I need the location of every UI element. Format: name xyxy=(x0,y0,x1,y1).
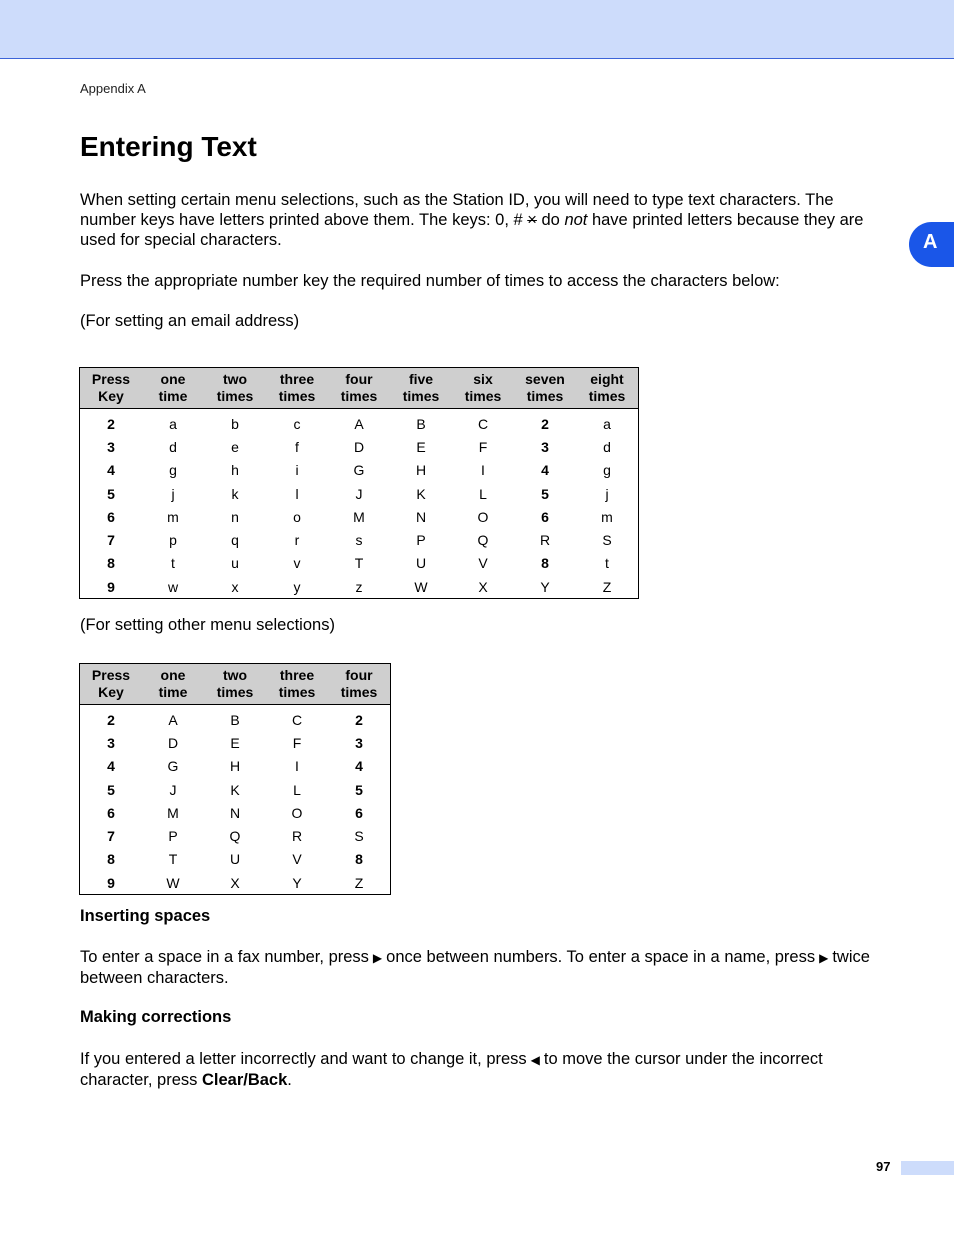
column-header-line: three xyxy=(279,667,315,683)
table-cell: L xyxy=(479,485,487,502)
table-cell: 8 xyxy=(107,851,115,868)
table-cell: j xyxy=(605,485,609,502)
table-cell: m xyxy=(601,508,613,525)
intro-paragraph xyxy=(80,190,890,250)
table-cell: 6 xyxy=(107,508,115,525)
table-cell: 3 xyxy=(107,438,115,455)
table-cell: p xyxy=(169,532,177,549)
table-row xyxy=(80,459,639,482)
table-cell: Z xyxy=(602,578,612,595)
intro-emphasis: not xyxy=(564,211,588,229)
table-cell: o xyxy=(293,508,301,525)
column-header-line: four xyxy=(345,667,373,683)
column-header-line: eight xyxy=(590,371,624,387)
corrections-text-1: If you entered a letter incorrectly and want to change it, press xyxy=(80,1050,527,1068)
table-cell: u xyxy=(231,555,239,572)
table-cell: M xyxy=(167,804,179,821)
table-cell: 8 xyxy=(541,555,549,572)
table-cell: c xyxy=(293,415,301,432)
table-cell: f xyxy=(295,438,299,455)
column-header xyxy=(80,368,143,409)
table-cell: X xyxy=(478,578,488,595)
table-cell: 7 xyxy=(107,828,115,845)
table-cell: x xyxy=(231,578,239,595)
inserting-spaces-paragraph xyxy=(80,947,890,988)
table-cell: J xyxy=(355,485,363,502)
column-header-line: Press xyxy=(91,371,131,387)
column-header-line: time xyxy=(158,684,188,700)
column-header xyxy=(328,664,391,705)
table-cell: B xyxy=(230,711,240,728)
column-header xyxy=(390,368,452,409)
table-cell: 5 xyxy=(541,485,549,502)
table-cell: q xyxy=(231,532,239,549)
column-header-line: times xyxy=(216,388,254,404)
table-row xyxy=(80,482,639,505)
table-cell: v xyxy=(293,555,301,572)
table-cell: m xyxy=(167,508,179,525)
column-header-line: two xyxy=(222,667,248,683)
table-cell: D xyxy=(167,734,179,751)
table-cell: y xyxy=(293,578,301,595)
table-cell: 4 xyxy=(107,462,115,479)
table-row xyxy=(80,731,391,754)
table-cell: 3 xyxy=(541,438,549,455)
spaces-text-2: once between numbers. To enter a space in a name, press xyxy=(386,948,816,966)
table-cell: R xyxy=(539,532,551,549)
table-row xyxy=(80,801,391,824)
column-header-line: three xyxy=(279,371,315,387)
table-cell: a xyxy=(169,415,177,432)
column-header-line: times xyxy=(278,388,316,404)
table-cell: 3 xyxy=(355,734,363,751)
table-row xyxy=(80,552,639,575)
table-cell: 4 xyxy=(541,462,549,479)
table-row xyxy=(80,824,391,847)
column-header xyxy=(266,368,328,409)
table-cell: O xyxy=(291,804,303,821)
table-cell: Z xyxy=(354,874,364,891)
table-cell: U xyxy=(229,851,241,868)
table-cell: N xyxy=(229,804,241,821)
column-header-line: times xyxy=(216,684,254,700)
table-cell: M xyxy=(353,508,365,525)
column-header-line: one xyxy=(160,371,186,387)
table-cell: 8 xyxy=(355,851,363,868)
left-triangle-icon: ◀ xyxy=(530,1053,540,1067)
page-header-band xyxy=(0,0,954,59)
table-cell: W xyxy=(414,578,428,595)
table-cell: 8 xyxy=(107,555,115,572)
table-cell: g xyxy=(169,462,177,479)
table-cell: I xyxy=(295,758,299,775)
column-header xyxy=(514,368,576,409)
right-triangle-icon: ▶ xyxy=(819,951,829,965)
column-header xyxy=(142,664,204,705)
struck-key: × xyxy=(527,211,537,229)
table-cell: Y xyxy=(292,874,302,891)
table-cell: 5 xyxy=(107,485,115,502)
table-cell: T xyxy=(354,555,364,572)
column-header-line: time xyxy=(158,388,188,404)
table-row xyxy=(80,575,639,599)
table-cell: F xyxy=(292,734,302,751)
column-header-line: two xyxy=(222,371,248,387)
table-cell: g xyxy=(603,462,611,479)
table-cell: 4 xyxy=(355,758,363,775)
table-cell: k xyxy=(231,485,239,502)
column-header xyxy=(142,368,204,409)
column-header-line: five xyxy=(408,371,434,387)
table-cell: 2 xyxy=(541,415,549,432)
table-cell: S xyxy=(354,828,364,845)
table-cell: l xyxy=(295,485,299,502)
table-cell: j xyxy=(171,485,175,502)
intro-text-2: do xyxy=(536,211,565,229)
spaces-text-1: To enter a space in a fax number, press xyxy=(80,948,369,966)
table-cell: H xyxy=(229,758,241,775)
email-character-table xyxy=(79,367,639,599)
table-cell: V xyxy=(478,555,488,572)
column-header-line: Key xyxy=(98,388,124,404)
table-cell: Y xyxy=(540,578,550,595)
breadcrumb: Appendix A xyxy=(80,81,146,96)
column-header-line: times xyxy=(278,684,316,700)
table-cell: e xyxy=(231,438,239,455)
table-cell: N xyxy=(415,508,427,525)
column-header-line: times xyxy=(340,388,378,404)
column-header-line: six xyxy=(473,371,493,387)
table-row xyxy=(80,705,391,732)
table-cell: d xyxy=(169,438,177,455)
table-cell: 4 xyxy=(107,758,115,775)
table-cell: n xyxy=(231,508,239,525)
column-header-line: one xyxy=(160,667,186,683)
right-triangle-icon: ▶ xyxy=(372,951,383,965)
making-corrections-heading: Making corrections xyxy=(80,1008,232,1026)
menu-character-table xyxy=(79,663,391,895)
table-cell: P xyxy=(168,828,178,845)
table-cell: I xyxy=(481,462,485,479)
table-row xyxy=(80,778,391,801)
press-instruction: Press the appropriate number key the required number of times to access the characters below: xyxy=(80,272,780,290)
table-cell: E xyxy=(230,734,240,751)
column-header-line: times xyxy=(464,388,502,404)
table-cell: w xyxy=(167,578,179,595)
column-header-line: Press xyxy=(91,667,131,683)
table-cell: 6 xyxy=(107,804,115,821)
table-cell: A xyxy=(354,415,364,432)
table-cell: s xyxy=(355,532,363,549)
table-cell: 6 xyxy=(355,804,363,821)
table-cell: K xyxy=(416,485,426,502)
table-cell: B xyxy=(416,415,426,432)
table-cell: E xyxy=(416,438,426,455)
table-cell: 2 xyxy=(107,711,115,728)
column-header xyxy=(328,368,390,409)
table-row xyxy=(80,409,639,436)
page-title: Entering Text xyxy=(80,131,257,162)
table-cell: 2 xyxy=(107,415,115,432)
table-cell: G xyxy=(353,462,365,479)
clear-back-key: Clear/Back xyxy=(201,1071,288,1089)
table-row xyxy=(80,505,639,528)
appendix-side-tab[interactable] xyxy=(909,222,954,267)
column-header-line: times xyxy=(588,388,626,404)
table-cell: t xyxy=(605,555,609,572)
table-row xyxy=(80,848,391,871)
column-header-line: times xyxy=(340,684,378,700)
table-cell: 5 xyxy=(107,781,115,798)
table-cell: A xyxy=(168,711,178,728)
table-row xyxy=(80,528,639,551)
table-cell: 3 xyxy=(107,734,115,751)
email-caption: (For setting an email address) xyxy=(80,312,300,330)
table-cell: V xyxy=(292,851,302,868)
making-corrections-paragraph xyxy=(80,1049,890,1090)
table-cell: U xyxy=(415,555,427,572)
table-cell: 7 xyxy=(107,532,115,549)
table-cell: a xyxy=(603,415,611,432)
table-cell: D xyxy=(353,438,365,455)
intro-text-3: have printed letters because they are used for special characters. xyxy=(80,211,864,249)
table-cell: H xyxy=(415,462,427,479)
table-cell: J xyxy=(169,781,177,798)
table-cell: G xyxy=(167,758,179,775)
table-cell: 9 xyxy=(107,578,115,595)
column-header xyxy=(80,664,143,705)
other-caption: (For setting other menu selections) xyxy=(80,616,335,634)
column-header-line: Key xyxy=(98,684,124,700)
table-cell: b xyxy=(231,415,239,432)
table-cell: 5 xyxy=(355,781,363,798)
table-cell: R xyxy=(291,828,303,845)
table-cell: F xyxy=(478,438,488,455)
table-cell: L xyxy=(293,781,301,798)
side-tab-label: A xyxy=(923,231,938,253)
table-row xyxy=(80,755,391,778)
corrections-text-3: . xyxy=(287,1071,292,1089)
page-number: 97 xyxy=(876,1159,891,1174)
table-cell: X xyxy=(230,874,240,891)
table-cell: P xyxy=(416,532,426,549)
table-row xyxy=(80,435,639,458)
table-cell: S xyxy=(602,532,612,549)
table-cell: r xyxy=(294,532,300,549)
table-cell: t xyxy=(171,555,175,572)
column-header xyxy=(204,664,266,705)
inserting-spaces-heading: Inserting spaces xyxy=(80,907,211,925)
spaces-text-3: twice between characters. xyxy=(80,948,870,987)
intro-text-1: When setting certain menu selections, such as the Station ID, you will need to type text characters. The number keys have letters printed above them. The keys: 0, # xyxy=(80,191,834,229)
table-cell: d xyxy=(603,438,611,455)
column-header-line: four xyxy=(345,371,373,387)
table-cell: z xyxy=(355,578,363,595)
column-header-line: seven xyxy=(525,371,565,387)
table-cell: h xyxy=(231,462,239,479)
column-header xyxy=(452,368,514,409)
table-cell: Q xyxy=(229,828,241,845)
table-cell: K xyxy=(230,781,240,798)
table-cell: 2 xyxy=(355,711,363,728)
table-row xyxy=(80,871,391,895)
corrections-text-2: to move the cursor under the incorrect character, press xyxy=(80,1050,823,1089)
column-header xyxy=(266,664,328,705)
column-header-line: times xyxy=(526,388,564,404)
table-cell: 6 xyxy=(541,508,549,525)
table-cell: T xyxy=(168,851,178,868)
table-cell: 9 xyxy=(107,874,115,891)
footer-band xyxy=(901,1161,954,1175)
table-cell: O xyxy=(477,508,489,525)
table-cell: i xyxy=(295,462,299,479)
table-cell: C xyxy=(477,415,489,432)
column-header xyxy=(576,368,639,409)
column-header-line: times xyxy=(402,388,440,404)
table-cell: Q xyxy=(477,532,489,549)
table-cell: C xyxy=(291,711,303,728)
table-cell: W xyxy=(166,874,180,891)
column-header xyxy=(204,368,266,409)
